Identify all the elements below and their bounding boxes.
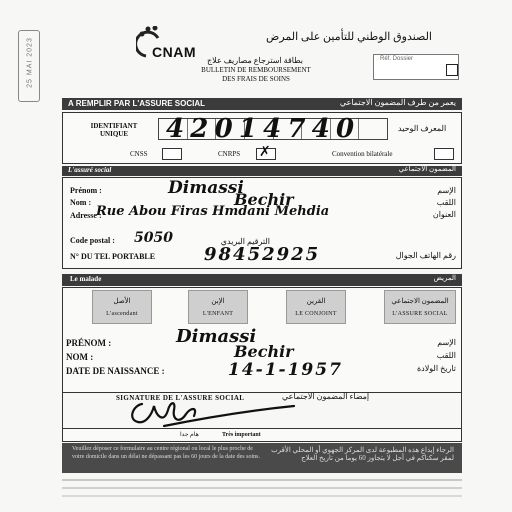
signature-label-fr: SIGNATURE DE L'ASSURE SOCIAL — [116, 394, 245, 402]
header-subtitle-fr — [166, 66, 346, 83]
identifiant-label-line1: IDENTIFIANT — [90, 122, 138, 130]
malade-option-enfant[interactable] — [188, 290, 248, 324]
code-postal-label: Code postal : — [70, 236, 115, 245]
tel-label-ar: رقم الهاتف الجوال — [395, 251, 456, 260]
code-postal-value[interactable]: 5050 — [134, 230, 173, 246]
identifiant-label-ar: المعرف الوحيد — [398, 124, 447, 133]
identifiant-value: 42014740 — [166, 114, 361, 144]
important-label-ar: هام جدا — [180, 432, 199, 438]
assure-social-label-ar: المضمون الاجتماعي — [398, 165, 456, 173]
malade-label-ar: المريض — [433, 274, 456, 282]
malade-prenom-value[interactable]: Dimassi — [176, 326, 257, 347]
code-postal-label-ar: الترقيم البريدي — [220, 237, 270, 246]
prenom-label: Prénom : — [70, 186, 102, 195]
date-stamp — [18, 30, 40, 102]
adresse-value[interactable]: Rue Abou Firas Hmdani Mehdia — [96, 204, 330, 219]
malade-option-ascendant[interactable] — [92, 290, 152, 324]
malade-option-assure-social[interactable] — [384, 290, 456, 324]
adresse-label: Adresse : — [70, 211, 102, 220]
nom-label: Nom : — [70, 198, 92, 207]
reference-square[interactable] — [446, 64, 458, 76]
option-conjoint-ar: القرين — [306, 297, 326, 305]
notice-band — [62, 443, 462, 473]
naissance-label: DATE DE NAISSANCE : — [66, 366, 165, 376]
option-assure-social-fr: L'ASSURE SOCIAL — [392, 311, 448, 317]
option-enfant-ar: الإبن — [211, 297, 225, 305]
assure-social-band — [62, 166, 462, 176]
assure-social-label-fr: L'assuré social — [68, 166, 112, 174]
malade-prenom-label-ar: الإسم — [437, 338, 456, 347]
cnrps-check-icon: ✗ — [259, 144, 271, 160]
malade-band — [62, 274, 462, 286]
tel-value[interactable]: 98452925 — [204, 244, 321, 265]
nom-value[interactable]: Bechir — [234, 190, 294, 209]
option-conjoint-fr: LE CONJOINT — [295, 311, 337, 317]
option-cnrps-label: CNRPS — [218, 150, 241, 158]
identifiant-label — [84, 122, 144, 138]
option-assure-social-ar: المضمون الاجتماعي — [391, 297, 449, 305]
naissance-label-ar: تاريخ الولادة — [416, 364, 456, 373]
notice-fr: Veuillez déposer ce formulaire au centre régional ou local le plus proche de votre domicile dans un délai ne dépassant pas les 60 jours de la date des soins. — [72, 446, 260, 460]
signature-scribble-icon — [124, 396, 300, 428]
stamp-date: 25 MAI 2023 — [26, 37, 34, 88]
section-fill-label-fr: A REMPLIR PAR L'ASSURE SOCIAL — [68, 99, 206, 108]
malade-option-conjoint[interactable] — [286, 290, 346, 324]
signature-label-ar: إمضاء المضمون الاجتماعي — [282, 392, 370, 401]
section-fill-label-ar: يعمر من طرف المضمون الاجتماعي — [339, 98, 456, 107]
important-label-fr: Très important — [222, 432, 261, 438]
naissance-value[interactable]: 14-1-1957 — [228, 360, 343, 380]
identifiant-label-line2: UNIQUE — [99, 130, 128, 138]
option-convention-checkbox[interactable] — [434, 148, 454, 160]
tel-label: N° DU TEL PORTABLE — [70, 252, 156, 261]
important-band — [62, 428, 462, 442]
option-convention-label: Convention bilatérale — [332, 150, 393, 158]
prenom-value[interactable]: Dimassi — [168, 178, 244, 198]
header-subtitle-ar: بطاقة استرجاع مصاريف علاج — [207, 56, 303, 65]
malade-nom-label-ar: اللقب — [436, 351, 456, 360]
option-cnss-label: CNSS — [130, 150, 148, 158]
option-enfant-fr: L'ENFANT — [202, 311, 234, 317]
malade-nom-value[interactable]: Bechir — [234, 342, 294, 361]
option-cnss-checkbox[interactable] — [162, 148, 182, 160]
malade-prenom-label: PRÉNOM : — [66, 338, 112, 348]
malade-nom-label: NOM : — [66, 352, 94, 362]
header-title-ar: الصندوق الوطني للتأمين على المرض — [266, 31, 432, 43]
notice-ar: الرجاء إيداع هذه المطبوعة لدى المركز الجهوي أو المحلي الأقرب لمقر سكناكم في أجل لا يتجاوز 60 يوما من تاريخ العلاج — [271, 446, 454, 462]
reference-label: Réf. Dossier — [380, 56, 414, 62]
option-ascendant-ar: الأصل — [113, 297, 131, 305]
option-ascendant-fr: L'ascendant — [106, 311, 138, 317]
nom-label-ar: اللقب — [436, 198, 456, 207]
prenom-label-ar: الإسم — [437, 186, 456, 195]
malade-label-fr: Le malade — [70, 275, 102, 283]
adresse-label-ar: العنوان — [432, 210, 456, 219]
subtitle-fr-line2: DES FRAIS DE SOINS — [222, 74, 290, 83]
brand-name: CNAM — [152, 44, 196, 60]
section-fill-band — [62, 98, 462, 110]
bottom-rule-lines — [62, 474, 462, 500]
subtitle-fr-line1: BULLETIN DE REMBOURSEMENT — [201, 66, 311, 74]
